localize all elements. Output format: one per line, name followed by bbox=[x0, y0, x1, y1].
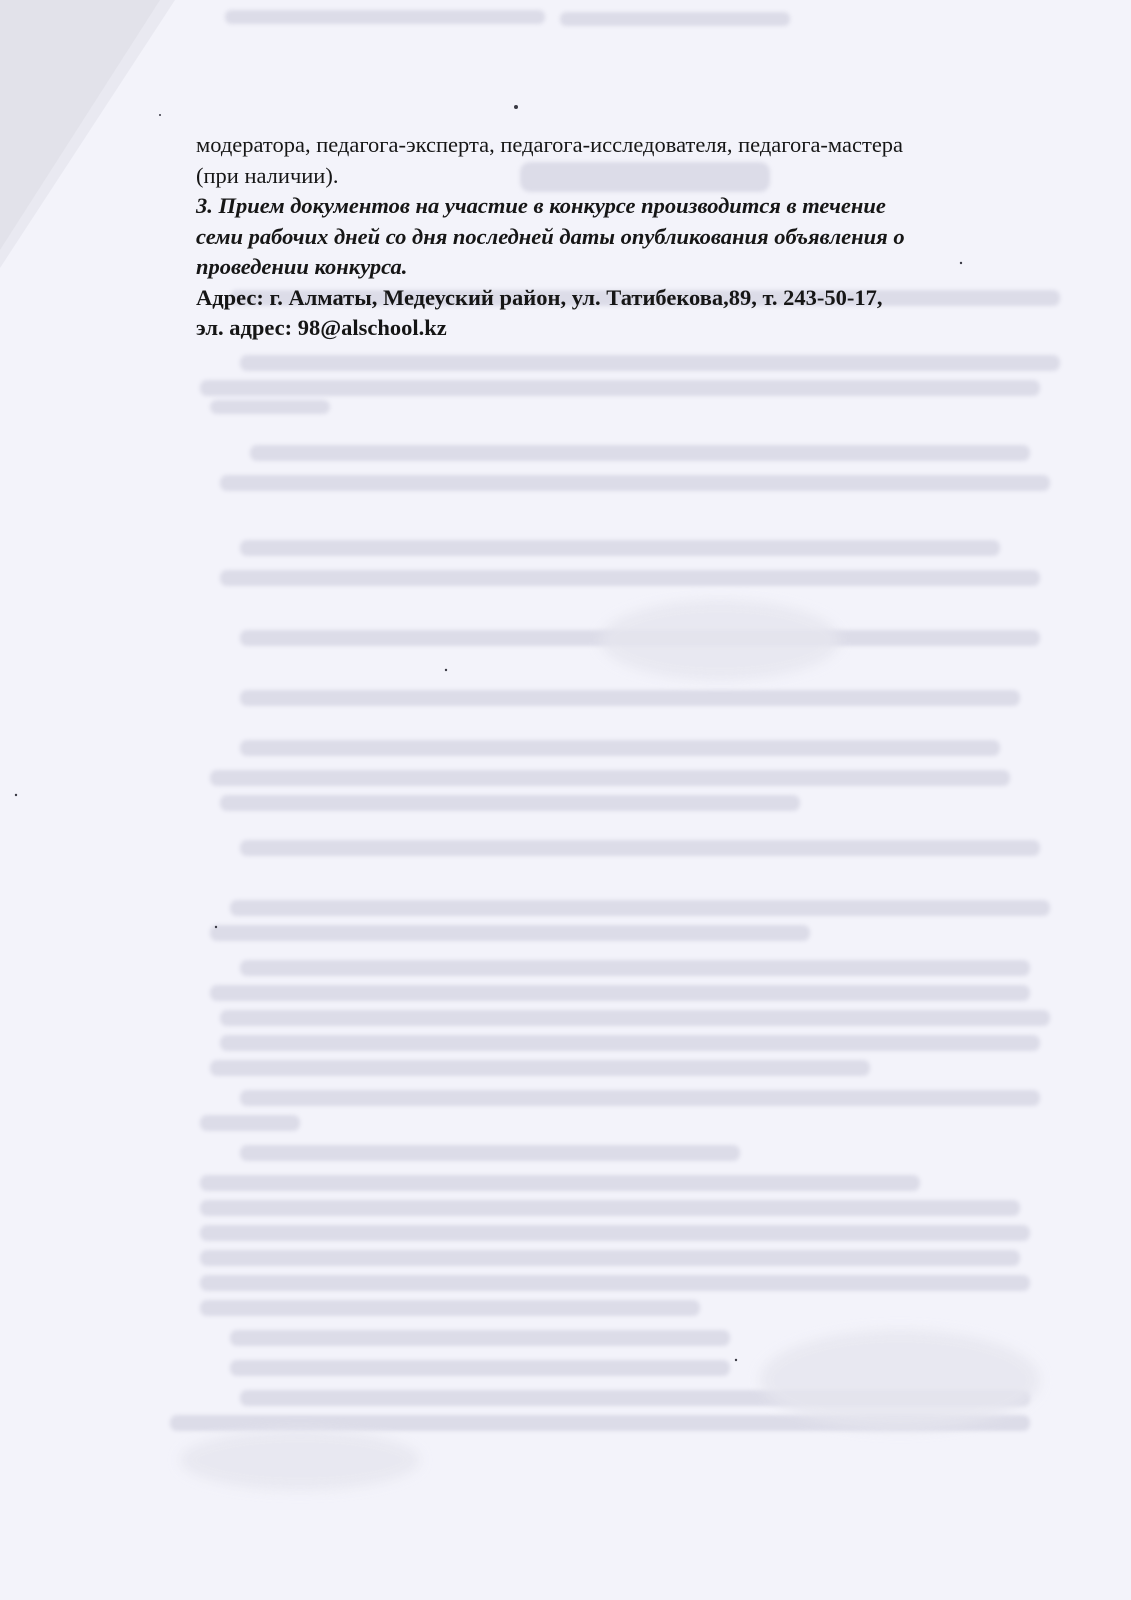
address-line: Адрес: г. Алматы, Медеуский район, ул. Татибекова,89, т. 243-50-17, bbox=[196, 284, 883, 310]
text-line: (при наличии). bbox=[196, 162, 339, 188]
document-body bbox=[196, 130, 1076, 344]
notice-line: 3. Прием документов на участие в конкурсе производится в течение bbox=[196, 193, 886, 218]
notice-line: семи рабочих дней со дня последней даты опубликования объявления о bbox=[196, 223, 905, 249]
email-line: эл. адрес: 98@alschool.kz bbox=[196, 315, 447, 340]
text-line: модератора, педагога-эксперта, педагога-исследователя, педагога-мастера bbox=[196, 132, 904, 157]
notice-line: проведении конкурса. bbox=[196, 254, 408, 279]
